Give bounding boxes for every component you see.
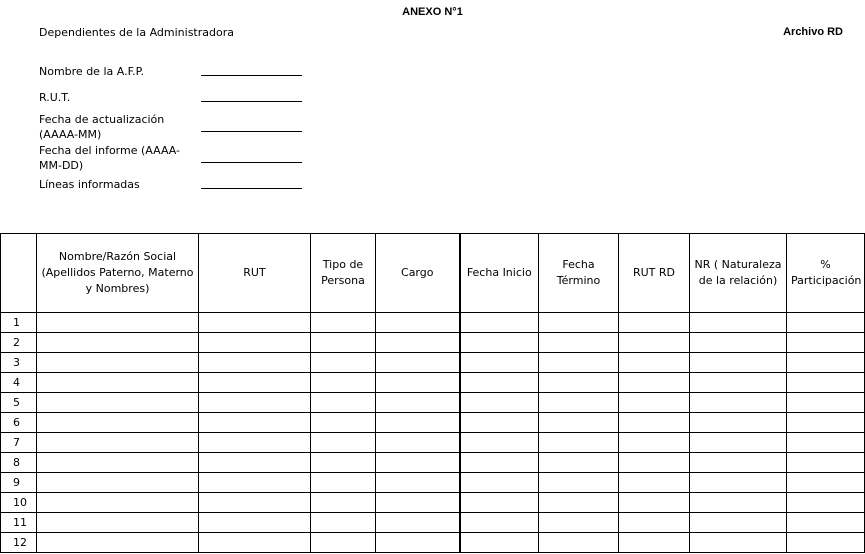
table-cell[interactable] — [311, 413, 376, 433]
table-cell[interactable] — [787, 373, 865, 393]
row-number: 2 — [1, 333, 37, 353]
table-cell[interactable] — [376, 473, 460, 493]
table-cell[interactable] — [199, 393, 311, 413]
dependents-table — [0, 233, 865, 553]
table-cell[interactable] — [690, 373, 787, 393]
table-cell[interactable] — [311, 373, 376, 393]
table-cell[interactable] — [311, 533, 376, 553]
table-cell[interactable] — [311, 453, 376, 473]
table-cell[interactable] — [460, 353, 539, 373]
column-header-rut: RUT — [199, 234, 311, 313]
table-cell[interactable] — [460, 413, 539, 433]
table-cell[interactable] — [690, 393, 787, 413]
table-cell[interactable] — [460, 393, 539, 413]
table-cell[interactable] — [460, 433, 539, 453]
table-cell[interactable] — [690, 453, 787, 473]
table-cell[interactable] — [376, 493, 460, 513]
table-cell[interactable] — [311, 333, 376, 353]
table-cell[interactable] — [311, 313, 376, 333]
table-cell[interactable] — [460, 513, 539, 533]
row-number: 9 — [1, 473, 37, 493]
table-cell[interactable] — [539, 453, 619, 473]
table-cell[interactable] — [199, 453, 311, 473]
table-cell[interactable] — [539, 413, 619, 433]
table-cell[interactable] — [787, 313, 865, 333]
table-cell[interactable] — [37, 533, 199, 553]
table-cell[interactable] — [619, 353, 690, 373]
table-cell[interactable] — [37, 493, 199, 513]
report-date-label: Fecha del informe (AAAA-MM-DD) — [39, 144, 181, 172]
row-number: 7 — [1, 433, 37, 453]
table-cell[interactable] — [460, 493, 539, 513]
table-cell[interactable] — [787, 393, 865, 413]
document-subtitle: Dependientes de la Administradora — [39, 26, 234, 39]
table-header-row — [1, 234, 865, 313]
table-cell[interactable] — [690, 533, 787, 553]
table-cell[interactable] — [460, 333, 539, 353]
update-date-field[interactable] — [201, 131, 302, 132]
table-cell[interactable] — [619, 333, 690, 353]
table-cell[interactable] — [460, 453, 539, 473]
table-cell[interactable] — [37, 313, 199, 333]
table-cell[interactable] — [539, 533, 619, 553]
table-cell[interactable] — [619, 313, 690, 333]
table-cell[interactable] — [539, 493, 619, 513]
column-header-person-type: Tipo de Persona — [311, 234, 376, 313]
column-header-rut-rd: RUT RD — [619, 234, 690, 313]
table-cell[interactable] — [619, 393, 690, 413]
column-header-name: Nombre/Razón Social (Apellidos Paterno, Materno y Nombres) — [37, 234, 199, 313]
table-cell[interactable] — [311, 473, 376, 493]
table-cell[interactable] — [199, 473, 311, 493]
table-cell[interactable] — [376, 373, 460, 393]
table-cell[interactable] — [376, 413, 460, 433]
rut-label: R.U.T. — [39, 91, 71, 104]
table-cell[interactable] — [199, 313, 311, 333]
row-number: 4 — [1, 373, 37, 393]
column-header-position: Cargo — [376, 234, 460, 313]
row-number: 5 — [1, 393, 37, 413]
row-number: 6 — [1, 413, 37, 433]
table-cell[interactable] — [376, 333, 460, 353]
table-cell[interactable] — [787, 353, 865, 373]
table-cell[interactable] — [690, 513, 787, 533]
report-date-field[interactable] — [201, 162, 302, 163]
table-cell[interactable] — [787, 493, 865, 513]
table-cell[interactable] — [787, 413, 865, 433]
table-cell[interactable] — [199, 373, 311, 393]
table-cell[interactable] — [376, 393, 460, 413]
table-cell[interactable] — [690, 333, 787, 353]
table-cell[interactable] — [539, 373, 619, 393]
table-row — [1, 373, 865, 393]
table-cell[interactable] — [199, 433, 311, 453]
table-cell[interactable] — [376, 533, 460, 553]
table-cell[interactable] — [37, 373, 199, 393]
table-cell[interactable] — [37, 453, 199, 473]
table-cell[interactable] — [539, 353, 619, 373]
table-cell[interactable] — [619, 513, 690, 533]
table-cell[interactable] — [787, 453, 865, 473]
table-cell[interactable] — [787, 533, 865, 553]
table-cell[interactable] — [37, 393, 199, 413]
table-row — [1, 313, 865, 333]
table-cell[interactable] — [460, 533, 539, 553]
table-cell[interactable] — [539, 513, 619, 533]
row-number: 1 — [1, 313, 37, 333]
table-cell[interactable] — [199, 333, 311, 353]
table-cell[interactable] — [199, 513, 311, 533]
table-cell[interactable] — [690, 433, 787, 453]
table-cell[interactable] — [199, 533, 311, 553]
table-cell[interactable] — [619, 473, 690, 493]
table-cell[interactable] — [539, 333, 619, 353]
row-number: 3 — [1, 353, 37, 373]
table-row — [1, 433, 865, 453]
table-cell[interactable] — [690, 493, 787, 513]
rut-field[interactable] — [201, 101, 302, 102]
table-row — [1, 333, 865, 353]
table-cell[interactable] — [539, 393, 619, 413]
row-number: 12 — [1, 533, 37, 553]
update-date-label: Fecha de actualización (AAAA-MM) — [39, 113, 165, 141]
table-cell[interactable] — [690, 473, 787, 493]
table-cell[interactable] — [311, 393, 376, 413]
table-cell[interactable] — [376, 433, 460, 453]
table-cell[interactable] — [311, 353, 376, 373]
table-row — [1, 513, 865, 533]
table-cell[interactable] — [460, 373, 539, 393]
table-cell[interactable] — [199, 493, 311, 513]
column-header-participation: % Participación — [787, 234, 865, 313]
column-header-index — [1, 234, 37, 313]
table-cell[interactable] — [787, 473, 865, 493]
table-row — [1, 453, 865, 473]
table-cell[interactable] — [376, 513, 460, 533]
table-cell[interactable] — [787, 513, 865, 533]
table-cell[interactable] — [690, 353, 787, 373]
table-cell[interactable] — [37, 333, 199, 353]
table-cell[interactable] — [619, 493, 690, 513]
table-cell[interactable] — [619, 453, 690, 473]
table-row — [1, 533, 865, 553]
table-cell[interactable] — [37, 433, 199, 453]
document-title: ANEXO N°1 — [402, 6, 463, 18]
file-label: Archivo RD — [783, 26, 843, 38]
column-header-end-date: Fecha Término — [539, 234, 619, 313]
column-header-start-date: Fecha Inicio — [460, 234, 539, 313]
afp-name-field[interactable] — [201, 75, 302, 76]
table-cell[interactable] — [376, 453, 460, 473]
table-cell[interactable] — [199, 353, 311, 373]
table-cell[interactable] — [539, 313, 619, 333]
table-cell[interactable] — [311, 493, 376, 513]
table-cell[interactable] — [690, 313, 787, 333]
row-number: 8 — [1, 453, 37, 473]
table-cell[interactable] — [311, 433, 376, 453]
afp-name-label: Nombre de la A.F.P. — [39, 65, 145, 78]
table-row — [1, 353, 865, 373]
table-cell[interactable] — [37, 473, 199, 493]
table-cell[interactable] — [37, 513, 199, 533]
table-cell[interactable] — [539, 433, 619, 453]
table-cell[interactable] — [619, 413, 690, 433]
table-cell[interactable] — [376, 313, 460, 333]
table-cell[interactable] — [619, 533, 690, 553]
table-cell[interactable] — [539, 473, 619, 493]
table-cell[interactable] — [690, 413, 787, 433]
table-row — [1, 493, 865, 513]
column-header-relationship: NR ( Naturaleza de la relación) — [690, 234, 787, 313]
reported-lines-field[interactable] — [201, 188, 302, 189]
table-cell[interactable] — [460, 473, 539, 493]
table-cell[interactable] — [460, 313, 539, 333]
table-cell[interactable] — [619, 373, 690, 393]
table-cell[interactable] — [787, 333, 865, 353]
table-row — [1, 413, 865, 433]
reported-lines-label: Líneas informadas — [39, 178, 140, 191]
table-cell[interactable] — [619, 433, 690, 453]
table-row — [1, 393, 865, 413]
row-number: 10 — [1, 493, 37, 513]
table-cell[interactable] — [37, 353, 199, 373]
table-cell[interactable] — [311, 513, 376, 533]
table-cell[interactable] — [37, 413, 199, 433]
table-cell[interactable] — [376, 353, 460, 373]
table-cell[interactable] — [787, 433, 865, 453]
table-cell[interactable] — [199, 413, 311, 433]
row-number: 11 — [1, 513, 37, 533]
table-row — [1, 473, 865, 493]
